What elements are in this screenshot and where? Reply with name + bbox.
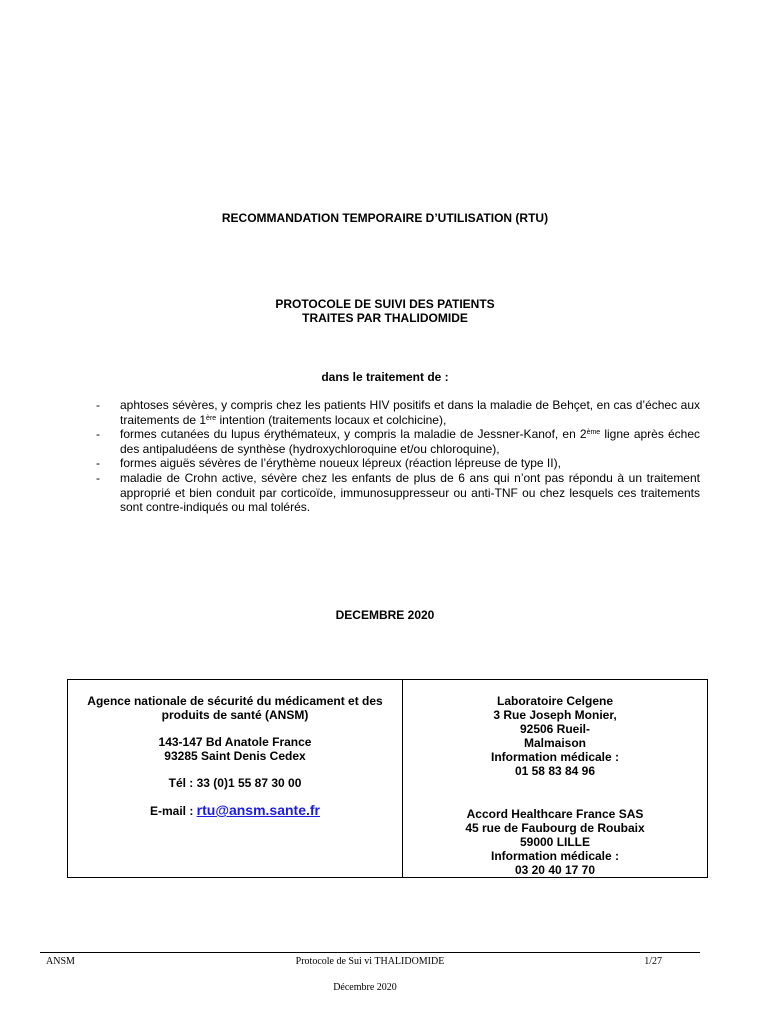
- celgene-info-label: Information médicale :: [490, 750, 620, 764]
- footer-agency: ANSM: [46, 956, 75, 967]
- protocol-line-2: TRAITES PAR THALIDOMIDE: [302, 311, 468, 325]
- celgene-phone: 01 58 83 84 96: [514, 764, 596, 778]
- ordinal-superscript: ère: [206, 414, 217, 422]
- accord-street: 45 rue de Faubourg de Roubaix: [465, 821, 645, 835]
- contact-table: [67, 679, 708, 878]
- email-label: E-mail :: [149, 804, 197, 818]
- ansm-email-row: [68, 803, 402, 818]
- accord-name: Accord Healthcare France SAS: [466, 807, 644, 821]
- list-item-text: intention (traitements locaux et colchicine),: [216, 412, 447, 427]
- ansm-address-line-2: 93285 Saint Denis Cedex: [164, 749, 306, 763]
- bullet-dash: -: [96, 398, 100, 412]
- accord-city: 59000 LILLE: [519, 835, 591, 849]
- protocol-heading: [0, 297, 770, 325]
- ansm-phone: Tél : 33 (0)1 55 87 30 00: [168, 776, 302, 790]
- list-item: [96, 398, 700, 427]
- bullet-dash: -: [96, 427, 100, 442]
- document-date: DECEMBRE 2020: [335, 608, 435, 622]
- protocol-line-1: PROTOCOLE DE SUIVI DES PATIENTS: [275, 297, 495, 311]
- accord-info-label: Information médicale :: [490, 849, 620, 863]
- list-item: [96, 471, 700, 515]
- footer-page-number: 1/27: [644, 956, 662, 967]
- list-item-text: formes cutanées du lupus érythémateux, y compris la maladie de Jessner-Kanof, en 2: [120, 427, 587, 442]
- list-item-text: formes aiguës sévères de l’érythème noueux lépreux (réaction lépreuse de type II),: [120, 456, 561, 471]
- list-item: [96, 456, 700, 471]
- list-item: [96, 427, 700, 456]
- list-item-text: aphtoses sévères, y compris chez les patients HIV positifs et dans la maladie de Behçet, en cas d’échec aux traitements de 1: [120, 398, 700, 427]
- accord-phone: 03 20 40 17 70: [514, 863, 596, 877]
- celgene-city: Malmaison: [523, 736, 586, 750]
- ordinal-superscript: ème: [586, 429, 601, 437]
- footer-divider: [40, 952, 700, 953]
- indication-list: [96, 398, 700, 515]
- celgene-postal: 92506 Rueil-: [519, 722, 591, 736]
- list-item-text: maladie de Crohn active, sévère chez les enfants de plus de 6 ans qui n’ont pas répondu à un traitement approprié et bien conduit par corticoïde, immunosuppresseur ou anti-TNF ou chez lesquels ces traitements sont contre-indiqués ou mal tolérés.: [120, 470, 700, 515]
- ansm-name-line-1: Agence nationale de sécurité du médicament et des: [87, 694, 383, 708]
- treatment-intro: dans le traitement de :: [321, 370, 449, 384]
- list-item-text: ligne après échec des antipaludéens de synthèse (hydroxychloroquine et/ou chloroquine),: [120, 427, 700, 456]
- bullet-dash: -: [96, 456, 100, 471]
- ansm-address-line-1: 143-147 Bd Anatole France: [158, 735, 312, 749]
- labs-contact-cell: [403, 680, 707, 877]
- ansm-name-line-2: produits de santé (ANSM): [161, 708, 309, 722]
- bullet-dash: -: [96, 470, 100, 485]
- celgene-street: 3 Rue Joseph Monier,: [493, 708, 617, 722]
- celgene-name: Laboratoire Celgene: [496, 694, 614, 708]
- document-title: RECOMMANDATION TEMPORAIRE D’UTILISATION (RTU): [221, 211, 549, 225]
- ansm-contact-cell: [68, 680, 403, 877]
- footer-document-name: Protocole de Sui vi THALIDOMIDE: [295, 956, 445, 967]
- footer-date: Décembre 2020: [333, 982, 397, 993]
- email-link[interactable]: rtu@ansm.sante.fr: [196, 802, 321, 818]
